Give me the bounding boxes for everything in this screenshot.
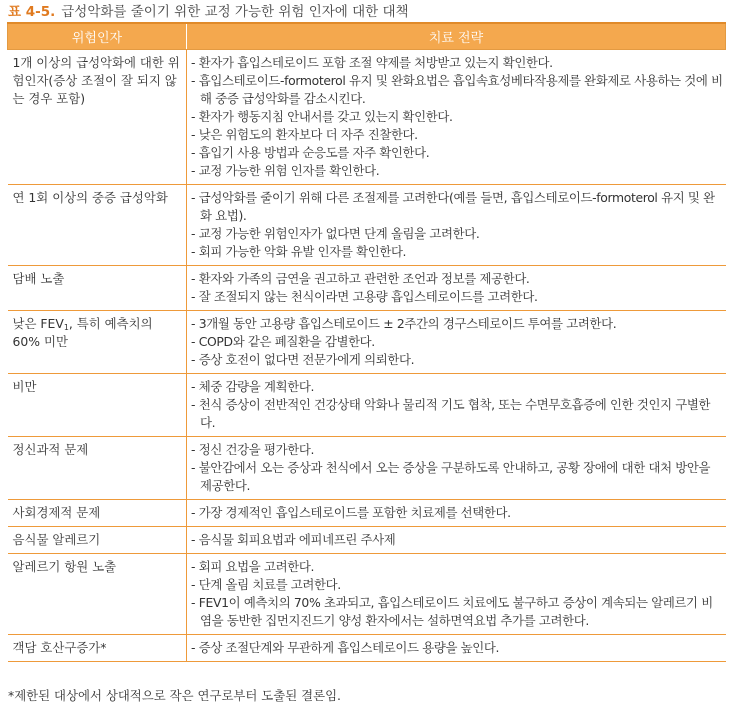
strategy-item: - FEV1이 예측치의 70% 초과되고, 흡입스테로이드 치료에도 불구하고 증상이 계속되는 알레르기 비염을 동반한 집먼지진드기 양성 환자에서는 설하면역요법 추가를 고려한다. (191, 595, 713, 628)
risk-factor-cell: 사회경제적 문제 (8, 500, 187, 527)
strategy-item: - 증상 조절단계와 무관하게 흡입스테로이드 용량을 높인다. (191, 640, 500, 655)
strategy-cell (187, 50, 726, 185)
risk-factor-cell: 연 1회 이상의 중증 급성악화 (8, 185, 187, 266)
risk-factor-cell: 담배 노출 (8, 266, 187, 311)
risk-factor-text: , 특히 예측치의 60% 미만 (12, 316, 153, 349)
strategy-cell (187, 311, 726, 374)
table-row (8, 500, 726, 527)
risk-factor-cell: 객담 호산구증가* (8, 635, 187, 662)
strategy-item: - 3개월 동안 고용량 흡입스테로이드 ± 2주간의 경구스테로이드 투여를 고려한다. (191, 316, 617, 331)
risk-factor-cell (8, 311, 187, 374)
header-row (8, 23, 726, 50)
strategy-item: - 환자와 가족의 금연을 권고하고 관련한 조언과 정보를 제공한다. (191, 271, 530, 286)
table-row (8, 554, 726, 635)
strategy-item: - 교정 가능한 위험인자가 없다면 단계 올림을 고려한다. (191, 226, 480, 241)
strategy-item: - 천식 증상이 전반적인 건강상태 악화나 물리적 기도 협착, 또는 수면무호흡증에 인한 것인지 구별한다. (191, 397, 711, 430)
strategy-item: - 가장 경제적인 흡입스테로이드를 포함한 치료제를 선택한다. (191, 505, 511, 520)
strategy-item: - 음식물 회피요법과 에피네프린 주사제 (191, 532, 396, 547)
strategy-cell (187, 500, 726, 527)
strategy-item: - 잘 조절되지 않는 천식이라면 고용량 흡입스테로이드를 고려한다. (191, 289, 538, 304)
table-row (8, 311, 726, 374)
strategy-cell (187, 554, 726, 635)
risk-factor-text: 낮은 FEV (12, 316, 64, 331)
strategy-item: - 낮은 위험도의 환자보다 더 자주 진찰한다. (191, 127, 418, 142)
table-number: 표 4-5. (8, 4, 56, 20)
table-title: 급성악화를 줄이기 위한 교정 가능한 위험 인자에 대한 대책 (61, 4, 409, 20)
risk-factor-table (7, 22, 726, 662)
table-row (8, 185, 726, 266)
subscript-one: 1 (63, 323, 69, 332)
strategy-item: - 정신 건강을 평가한다. (191, 442, 315, 457)
strategy-item: - 흡입스테로이드-formoterol 유지 및 완화요법은 흡입속효성베타작용제를 완화제로 사용하는 것에 비해 중증 급성악화를 감소시킨다. (191, 73, 723, 106)
header-treatment-strategy: 치료 전략 (187, 23, 726, 50)
strategy-item: - 흡입기 사용 방법과 순응도를 자주 확인한다. (191, 145, 430, 160)
risk-factor-cell: 정신과적 문제 (8, 437, 187, 500)
table-row (8, 50, 726, 185)
risk-factor-cell: 음식물 알레르기 (8, 527, 187, 554)
table-row (8, 635, 726, 662)
strategy-cell (187, 527, 726, 554)
strategy-cell (187, 185, 726, 266)
table-row (8, 527, 726, 554)
table-row (8, 437, 726, 500)
strategy-item: - 회피 요법을 고려한다. (191, 559, 315, 574)
strategy-item: - 증상 호전이 없다면 전문가에게 의뢰한다. (191, 352, 415, 367)
strategy-item: - 급성악화를 줄이기 위해 다른 조절제를 고려한다(예를 들면, 흡입스테로이드-formoterol 유지 및 완화 요법). (191, 190, 715, 223)
table-row (8, 374, 726, 437)
strategy-item: - 체중 감량을 계획한다. (191, 379, 315, 394)
risk-factor-cell: 비만 (8, 374, 187, 437)
strategy-cell (187, 374, 726, 437)
strategy-item: - 불안감에서 오는 증상과 천식에서 오는 증상을 구분하도록 안내하고, 공황 장애에 대한 대처 방안을 제공한다. (191, 460, 711, 493)
table-footnote: *제한된 대상에서 상대적으로 작은 연구로부터 도출된 결론임. (8, 688, 341, 703)
header-risk-factor: 위험인자 (8, 23, 187, 50)
strategy-cell (187, 437, 726, 500)
strategy-cell (187, 635, 726, 662)
strategy-item: - 환자가 행동지침 안내서를 갖고 있는지 확인한다. (191, 109, 453, 124)
risk-factor-cell: 1개 이상의 급성악화에 대한 위험인자(증상 조절이 잘 되지 않는 경우 포함) (8, 50, 187, 185)
strategy-item: - COPD와 같은 폐질환을 감별한다. (191, 334, 375, 349)
strategy-item: - 회피 가능한 악화 유발 인자를 확인한다. (191, 244, 407, 259)
strategy-item: - 환자가 흡입스테로이드 포함 조절 약제를 처방받고 있는지 확인한다. (191, 55, 553, 70)
risk-factor-cell: 알레르기 항원 노출 (8, 554, 187, 635)
table-row (8, 266, 726, 311)
strategy-item: - 단계 올림 치료를 고려한다. (191, 577, 341, 592)
table-caption (8, 3, 409, 21)
strategy-cell (187, 266, 726, 311)
strategy-item: - 교정 가능한 위험 인자를 확인한다. (191, 163, 380, 178)
